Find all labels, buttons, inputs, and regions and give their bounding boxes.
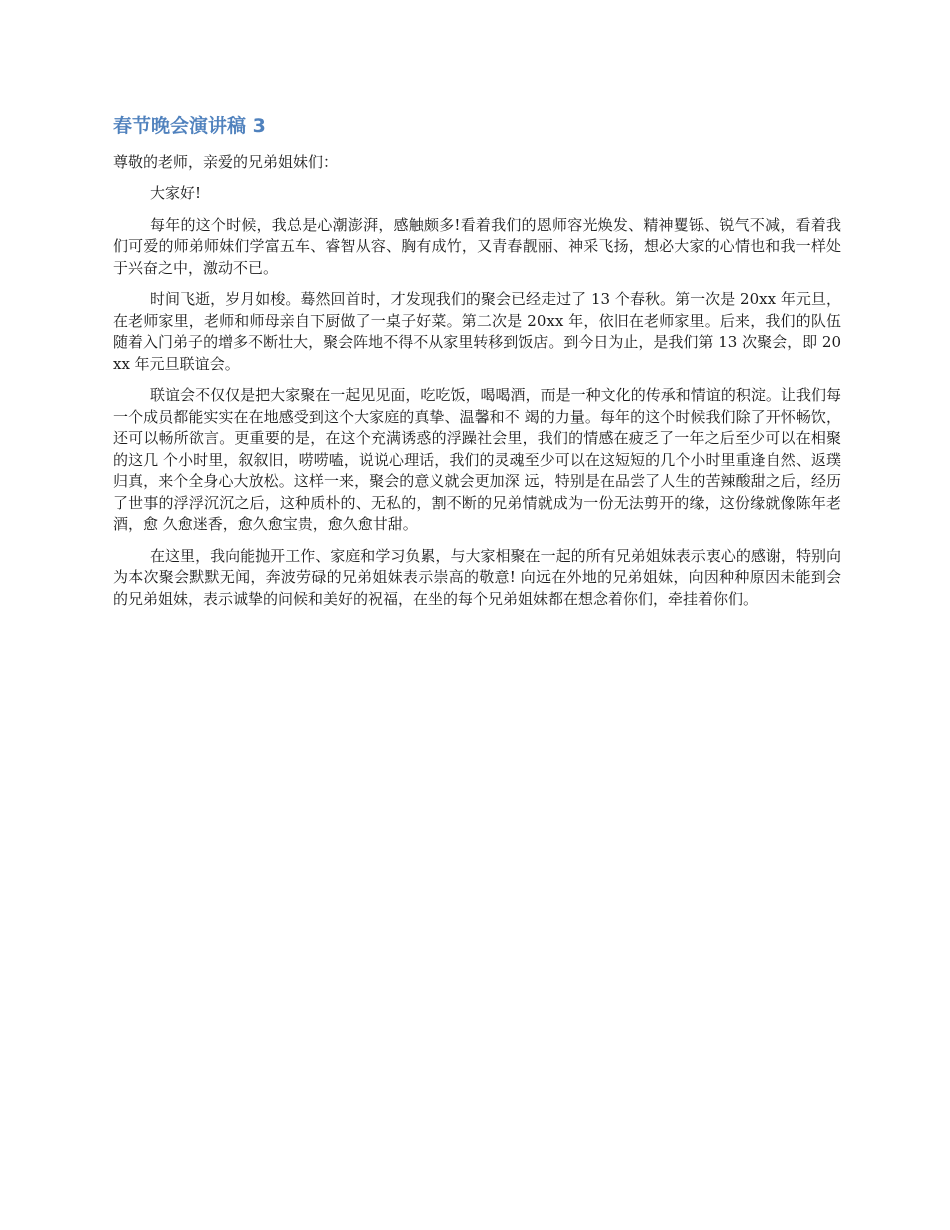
paragraph-thanks: 在这里，我向能抛开工作、家庭和学习负累，与大家相聚在一起的所有兄弟姐妹表示衷心的感谢，特别向为本次聚会默默无闻，奔波劳碌的兄弟姐妹表示崇高的敬意! 向远在外地的兄弟姐妹，向因种种原因未能到会的兄弟姐妹，表示诚挚的问候和美好的祝福，在坐的每个兄弟姐妹都在想念着你们，牵挂着你们。 [113,546,841,608]
paragraph-feelings: 每年的这个时候，我总是心潮澎湃，感触颇多!看着我们的恩师容光焕发、精神矍铄、锐气不减，看着我们可爱的师弟师妹们学富五车、睿智从容、胸有成竹，又青春靓丽、神采飞扬，想必大家的心情也和我一样处于兴奋之中，激动不已。 [113,215,841,277]
document-page [113,112,841,620]
salutation: 尊敬的老师，亲爱的兄弟姐妹们： [113,153,339,171]
paragraph-meaning: 联谊会不仅仅是把大家聚在一起见见面，吃吃饭，喝喝酒，而是一种文化的传承和情谊的积淀。让我们每一个成员都能实实在在地感受到这个大家庭的真挚、温馨和不 竭的力量。每年的这个时候我们除了开怀畅饮，还可以畅所欲言。更重要的是，在这个充满诱惑的浮躁社会里，我们的情感在疲乏了一年之后至少可以在相聚的这几 个小时里，叙叙旧，唠唠嗑，说说心理话，我们的灵魂至少可以在这短短的几个小时里重逢自然、返璞归真，来个全身心大放松。这样一来，聚会的意义就会更加深 远，特别是在品尝了人生的苦辣酸甜之后，经历了世事的浮浮沉沉之后，这种质朴的、无私的，割不断的兄弟情就成为一份无法剪开的缘，这份缘就像陈年老酒，愈 久愈迷香，愈久愈宝贵，愈久愈甘甜。 [113,386,841,533]
paragraph-greeting: 大家好! [150,184,202,202]
paragraph-history: 时间飞逝，岁月如梭。蓦然回首时，才发现我们的聚会已经走过了 13 个春秋。第一次是 20xx 年元旦，在老师家里，老师和师母亲自下厨做了一桌子好菜。第二次是 20xx 年，依旧在老师家里。后来，我们的队伍随着入门弟子的增多不断壮大，聚会阵地不得不从家里转移到饭店。到今日为止，是我们第 13 次聚会，即 20xx 年元旦联谊会。 [113,290,841,373]
document-title: 春节晚会演讲稿 3 [113,115,266,137]
